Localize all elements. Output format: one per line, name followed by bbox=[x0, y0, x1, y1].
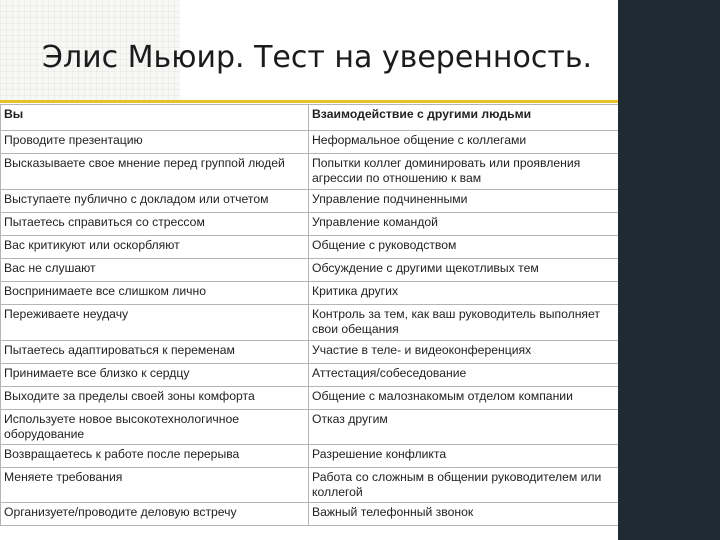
table-row bbox=[1, 259, 619, 282]
table-header-row bbox=[1, 105, 619, 131]
cell-you: Вас не слушают bbox=[1, 259, 309, 282]
cell-you: Воспринимаете все слишком лично bbox=[1, 282, 309, 305]
table-row bbox=[1, 154, 619, 190]
cell-interaction: Общение с малознакомым отделом компании bbox=[309, 387, 619, 410]
table-row bbox=[1, 445, 619, 468]
confidence-test-table bbox=[0, 104, 618, 526]
cell-interaction: Отказ другим bbox=[309, 410, 619, 445]
cell-interaction: Управление командой bbox=[309, 213, 619, 236]
slide-title: Элис Мьюир. Тест на уверенность. bbox=[42, 40, 593, 75]
cell-you: Возвращаетесь к работе после перерыва bbox=[1, 445, 309, 468]
table-row bbox=[1, 282, 619, 305]
table-row bbox=[1, 305, 619, 341]
cell-interaction: Общение с руководством bbox=[309, 236, 619, 259]
cell-you: Меняете требования bbox=[1, 468, 309, 503]
cell-interaction: Участие в теле- и видеоконференциях bbox=[309, 341, 619, 364]
table-container bbox=[0, 104, 618, 540]
cell-you: Пытаетесь справиться со стрессом bbox=[1, 213, 309, 236]
table-row bbox=[1, 190, 619, 213]
table-row bbox=[1, 387, 619, 410]
header-interaction: Взаимодействие с другими людьми bbox=[309, 105, 619, 131]
cell-you: Переживаете неудачу bbox=[1, 305, 309, 341]
cell-you: Высказываете свое мнение перед группой людей bbox=[1, 154, 309, 190]
table-row bbox=[1, 236, 619, 259]
cell-interaction: Критика других bbox=[309, 282, 619, 305]
cell-interaction: Разрешение конфликта bbox=[309, 445, 619, 468]
cell-interaction: Аттестация/собеседование bbox=[309, 364, 619, 387]
right-sidebar-band bbox=[618, 0, 720, 540]
cell-you: Пытаетесь адаптироваться к переменам bbox=[1, 341, 309, 364]
cell-you: Вас критикуют или оскорбляют bbox=[1, 236, 309, 259]
cell-interaction: Обсуждение с другими щекотливых тем bbox=[309, 259, 619, 282]
table-row bbox=[1, 131, 619, 154]
cell-you: Принимаете все близко к сердцу bbox=[1, 364, 309, 387]
cell-you: Организуете/проводите деловую встречу bbox=[1, 503, 309, 526]
header-you: Вы bbox=[1, 105, 309, 131]
title-accent-line bbox=[0, 100, 618, 103]
table-row bbox=[1, 364, 619, 387]
cell-interaction: Попытки коллег доминировать или проявления агрессии по отношению к вам bbox=[309, 154, 619, 190]
cell-interaction: Контроль за тем, как ваш руководитель выполняет свои обещания bbox=[309, 305, 619, 341]
table-row bbox=[1, 468, 619, 503]
table-row bbox=[1, 410, 619, 445]
cell-you: Выходите за пределы своей зоны комфорта bbox=[1, 387, 309, 410]
table-row bbox=[1, 341, 619, 364]
table-row bbox=[1, 213, 619, 236]
cell-you: Выступаете публично с докладом или отчетом bbox=[1, 190, 309, 213]
table-row bbox=[1, 503, 619, 526]
cell-you: Проводите презентацию bbox=[1, 131, 309, 154]
cell-interaction: Неформальное общение с коллегами bbox=[309, 131, 619, 154]
cell-interaction: Управление подчиненными bbox=[309, 190, 619, 213]
cell-interaction: Работа со сложным в общении руководителем или коллегой bbox=[309, 468, 619, 503]
cell-you: Используете новое высокотехнологичное оборудование bbox=[1, 410, 309, 445]
cell-interaction: Важный телефонный звонок bbox=[309, 503, 619, 526]
